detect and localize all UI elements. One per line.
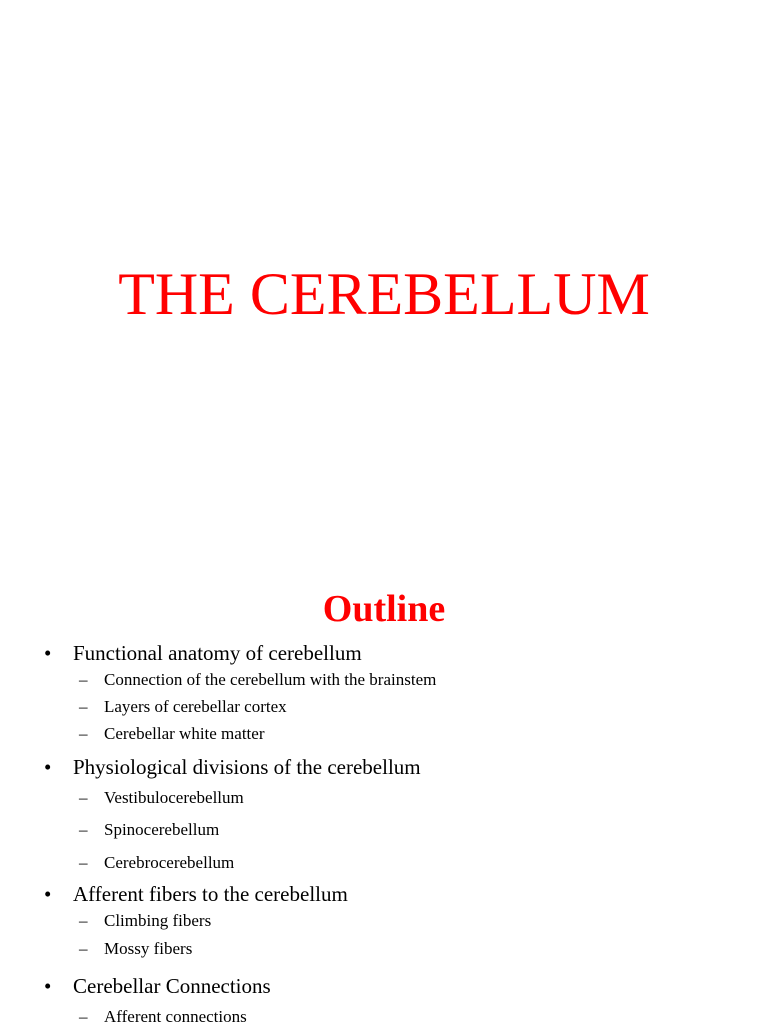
dash-icon: – (79, 853, 88, 872)
dash-icon: – (79, 788, 88, 807)
bullet-icon: • (44, 755, 52, 779)
bullet-icon: • (44, 641, 52, 665)
outline-item-label: Afferent fibers to the cerebellum (73, 882, 348, 906)
outline-item-label: Physiological divisions of the cerebellum (73, 755, 421, 779)
outline-item-afferent-fibers (44, 881, 348, 907)
main-title: THE CEREBELLUM (118, 261, 650, 327)
outline-subitem-label: Cerebrocerebellum (104, 853, 235, 872)
outline-subitem-label: Climbing fibers (104, 911, 212, 930)
dash-icon: – (79, 670, 88, 689)
outline-subitem-afferent-connections (79, 1006, 247, 1024)
outline-item-label: Cerebellar Connections (73, 974, 271, 998)
outline-subitem-climbing-fibers (79, 910, 211, 932)
outline-subitem-brainstem-connection (79, 669, 436, 691)
dash-icon: – (79, 724, 88, 743)
dash-icon: – (79, 697, 88, 716)
outline-title: Outline (322, 588, 446, 630)
outline-subitem-cortex-layers (79, 696, 287, 718)
outline-subitem-label: Layers of cerebellar cortex (104, 697, 287, 716)
dash-icon: – (79, 911, 88, 930)
outline-subitem-white-matter (79, 723, 264, 745)
outline-subitem-vestibulocerebellum (79, 787, 244, 809)
outline-subitem-label: Cerebellar white matter (104, 724, 265, 743)
outline-subitem-label: Mossy fibers (104, 939, 193, 958)
outline-subitem-label: Spinocerebellum (104, 820, 220, 839)
outline-item-functional-anatomy (44, 640, 362, 666)
dash-icon: – (79, 939, 88, 958)
outline-subitem-label: Afferent connections (104, 1007, 247, 1024)
outline-item-physiological-divisions (44, 754, 421, 780)
outline-subitem-label: Vestibulocerebellum (104, 788, 244, 807)
outline-slide (0, 576, 768, 1024)
outline-item-cerebellar-connections (44, 973, 271, 999)
outline-subitem-label: Connection of the cerebellum with the brainstem (104, 670, 437, 689)
bullet-icon: • (44, 882, 52, 906)
outline-subitem-spinocerebellum (79, 819, 219, 841)
bullet-icon: • (44, 974, 52, 998)
outline-item-label: Functional anatomy of cerebellum (73, 641, 362, 665)
outline-subitem-mossy-fibers (79, 938, 192, 960)
dash-icon: – (79, 820, 88, 839)
dash-icon: – (79, 1007, 88, 1024)
outline-subitem-cerebrocerebellum (79, 852, 234, 874)
